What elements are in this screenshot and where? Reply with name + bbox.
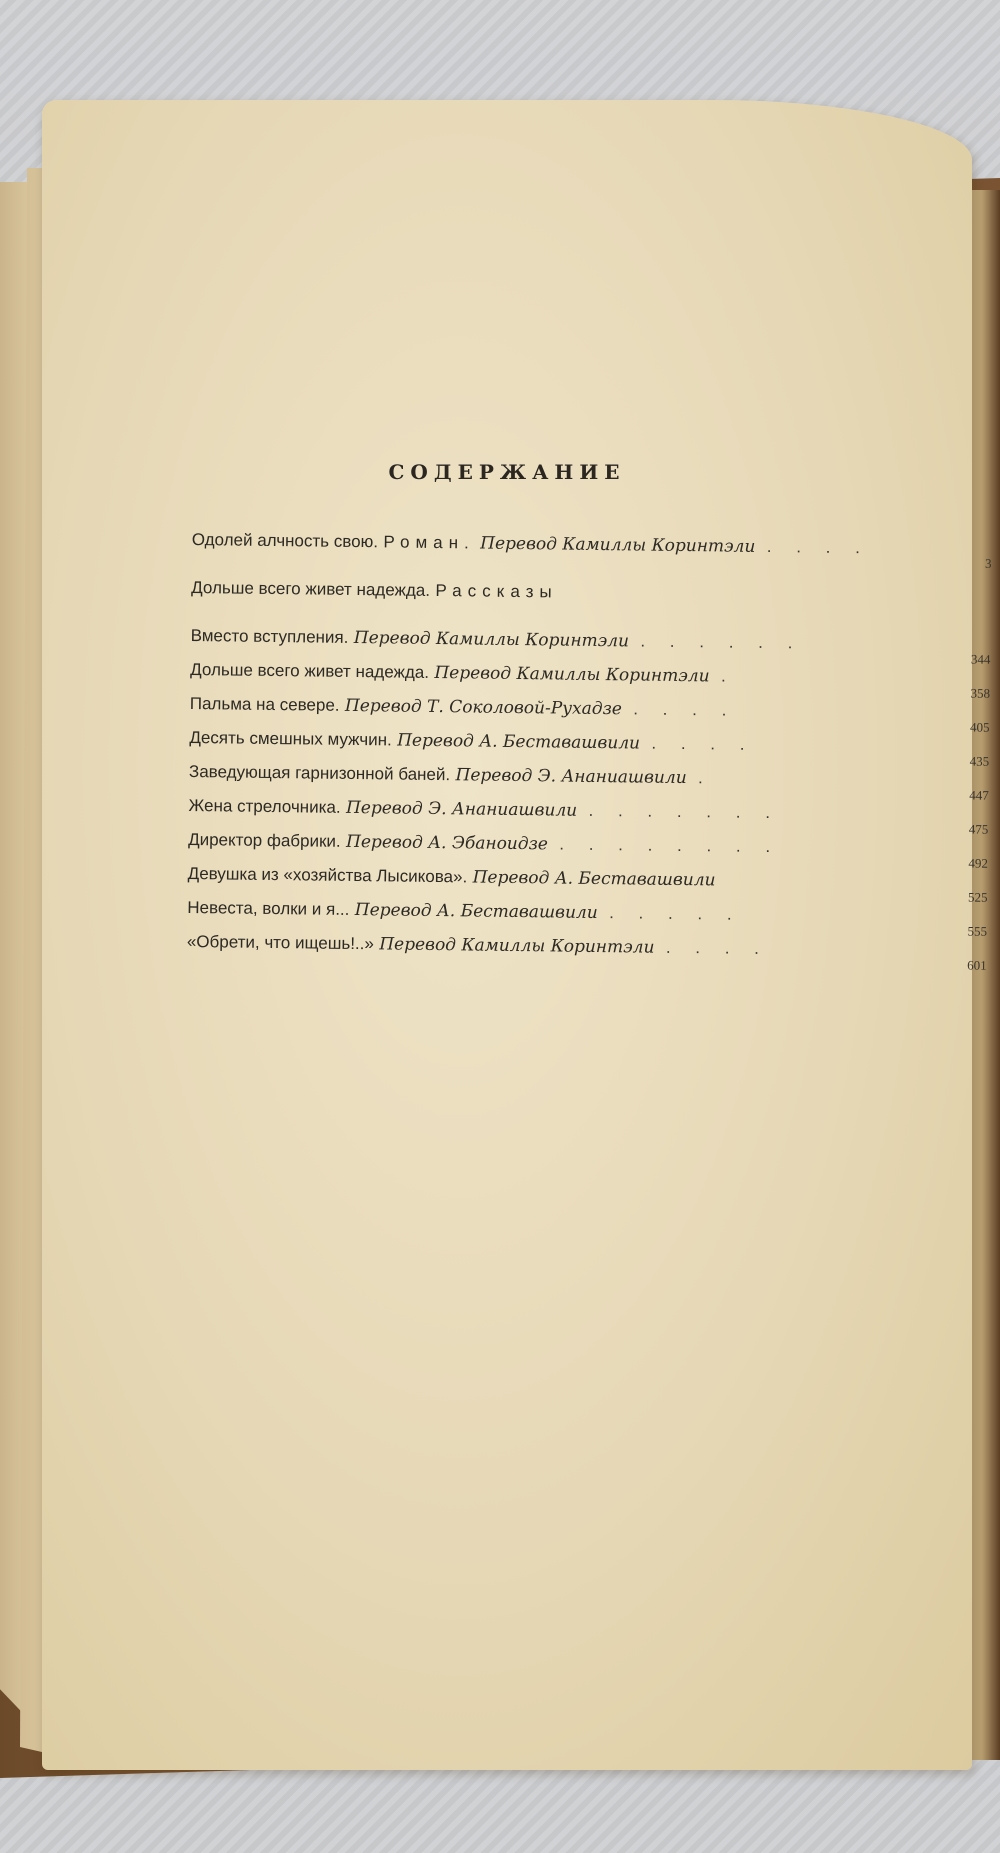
entry-leader-dots: . . . . . . . . — [559, 834, 781, 857]
entry-translator: Перевод Камиллы Коринтэли — [434, 662, 710, 687]
entry-translator: Перевод Камиллы Коринтэли — [379, 934, 655, 958]
entry-section: Роман. — [383, 532, 475, 553]
entry-leader-dots: . . . . — [665, 937, 770, 959]
entry-leader-dots: . . . . . — [609, 903, 742, 924]
entry-title: Дольше всего живет надежда. — [191, 577, 431, 600]
toc-entry — [191, 573, 991, 617]
entry-translator: Перевод А. Беставашвили — [397, 730, 641, 754]
entry-title: Пальма на севере. — [189, 693, 340, 715]
entry-leader-dots: . . . . — [766, 537, 870, 558]
entry-leader-dots: . — [720, 666, 736, 686]
entry-title: Директор фабрики. — [188, 829, 341, 851]
entry-title: «Обрети, что ищешь!..» — [186, 931, 374, 954]
entry-page-number: 555 — [967, 923, 988, 939]
entry-title: Заведующая гарнизонной баней. — [188, 761, 451, 785]
entry-leader-dots: . . . . . . . — [588, 800, 781, 823]
entry-page-number: 344 — [970, 651, 991, 667]
entry-title: Дольше всего живет надежда. — [190, 659, 430, 682]
entry-page-number: 358 — [970, 685, 991, 701]
entry-section: Рассказы — [435, 580, 558, 602]
toc-entry — [192, 525, 992, 569]
entry-title: Жена стрелочника. — [188, 795, 341, 817]
entry-title: Невеста, волки и я... — [187, 897, 350, 919]
entry-title: Одолей алчность свою. — [191, 529, 379, 552]
entry-translator: Перевод Э. Ананиашвили — [345, 797, 578, 821]
entry-title: Вместо вступления. — [190, 625, 349, 647]
entry-page-number: 475 — [968, 821, 989, 837]
entry-translator: Перевод Т. Соколовой-Рухадзе — [344, 695, 623, 720]
entry-leader-dots: . . . . — [651, 733, 755, 754]
entry-translator: Перевод Э. Ананиашвили — [455, 765, 687, 789]
entry-page-number: 525 — [967, 889, 988, 905]
entry-leader-dots: . . . . — [633, 699, 737, 720]
table-of-contents — [187, 525, 992, 971]
entry-leader-dots: . — [698, 768, 713, 788]
entry-translator: Перевод А. Эбаноидзе — [345, 831, 549, 855]
entry-translator: Перевод Камиллы Коринтэли — [480, 533, 756, 557]
entry-leader-dots: . . . . . . — [640, 631, 803, 653]
entry-page-number: 3 — [985, 555, 992, 571]
entry-translator: Перевод Камиллы Коринтэли — [353, 627, 630, 652]
entry-translator: Перевод А. Беставашвили — [354, 900, 598, 923]
entry-page-number: 601 — [967, 957, 987, 973]
entry-title: Девушка из «хозяйства Лысикова». — [187, 863, 468, 887]
entry-page-number: 435 — [969, 753, 990, 769]
entry-page-number: 447 — [969, 787, 989, 803]
entry-page-number: 492 — [968, 855, 989, 871]
book-page — [42, 100, 992, 1770]
entry-title: Десять смешных мужчин. — [189, 727, 392, 750]
toc-title: СОДЕРЖАНИЕ — [388, 460, 626, 484]
entry-page-number: 405 — [969, 719, 990, 735]
entry-translator: Перевод А. Беставашвили — [472, 867, 716, 891]
